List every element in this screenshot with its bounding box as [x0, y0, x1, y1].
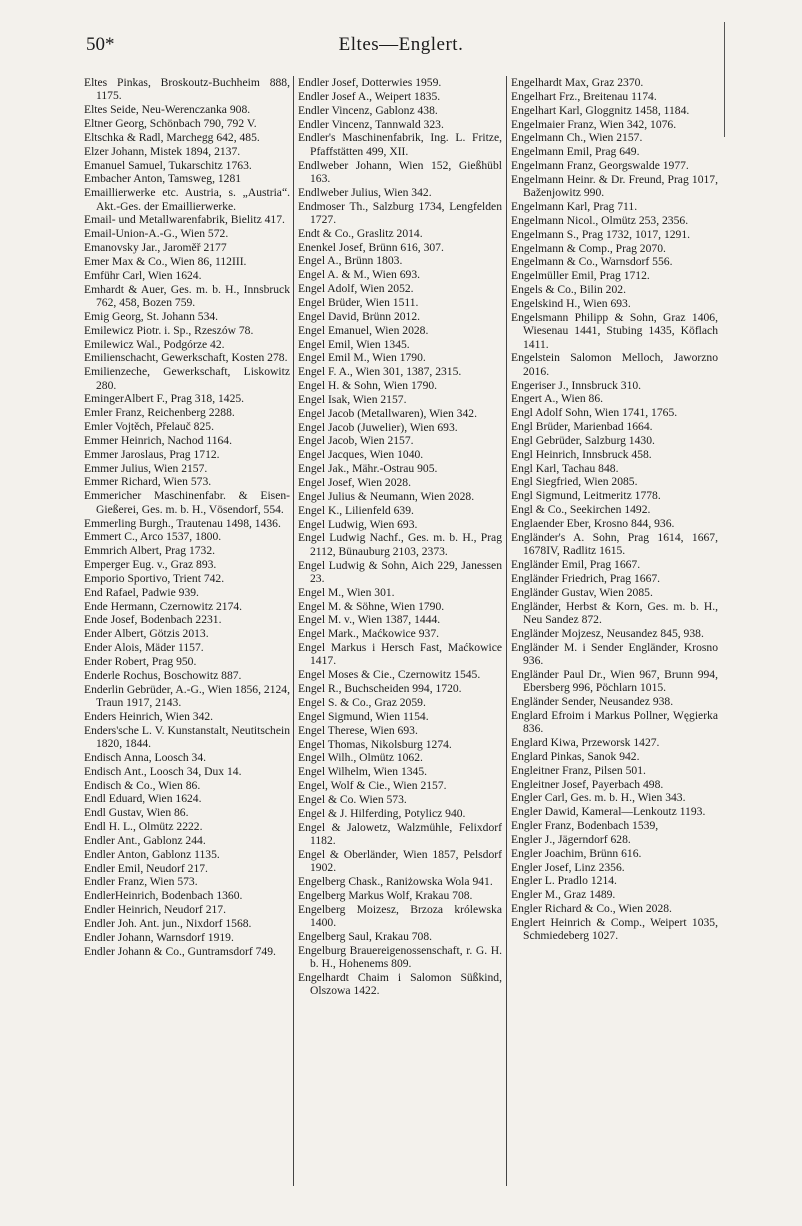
directory-entry: Engler Richard & Co., Wien 2028. — [511, 902, 672, 916]
directory-entry: Endt & Co., Graslitz 2014. — [298, 226, 423, 240]
directory-entry: Emilienschacht, Gewerkschaft, Kosten 278. — [84, 351, 288, 365]
directory-entry: End Rafael, Padwie 939. — [84, 585, 199, 599]
directory-entry: Endler Heinrich, Neudorf 217. — [84, 903, 226, 917]
directory-entry: Emanuel Samuel, Tukarschitz 1763. — [84, 158, 252, 172]
directory-entry: Engler J., Jägerndorf 628. — [511, 832, 631, 846]
directory-entry: Emilewicz Wal., Podgórze 42. — [84, 337, 225, 351]
directory-entry: Engel & Co. Wien 573. — [298, 792, 407, 806]
directory-entry: Engelberg Saul, Krakau 708. — [298, 929, 433, 943]
directory-entry: Engel David, Brünn 2012. — [298, 309, 421, 323]
directory-entry: Engl Sigmund, Leitmeritz 1778. — [511, 489, 661, 503]
directory-entry: EndlerHeinrich, Bodenbach 1360. — [84, 889, 243, 903]
directory-entry: Enders'sche L. V. Kunstanstalt, Neutitschein 1820, 1844. — [84, 723, 290, 750]
directory-entry: Engel Mark., Maćkowice 937. — [298, 627, 440, 641]
directory-entry: Endler Emil, Neudorf 217. — [84, 861, 208, 875]
directory-entry: Endler's Maschinenfabrik, Ing. L. Fritze, Pfaffstätten 499, XII. — [298, 131, 502, 158]
directory-entry: Engel H. & Sohn, Wien 1790. — [298, 379, 438, 393]
directory-entry: Englaender Eber, Krosno 844, 936. — [511, 517, 675, 530]
directory-entry: Engländer Mojzesz, Neusandez 845, 938. — [511, 626, 704, 640]
directory-entry: Engel Emil, Wien 1345. — [298, 337, 410, 351]
directory-entry: Engelhardt Max, Graz 2370. — [511, 76, 644, 89]
directory-entry: Engel Josef, Wien 2028. — [298, 475, 411, 489]
directory-entry: Engl Heinrich, Innsbruck 458. — [511, 447, 652, 461]
directory-entry: Engel Jak., Mähr.-Ostrau 905. — [298, 462, 438, 476]
directory-entry: Emporio Sportivo, Trient 742. — [84, 571, 225, 585]
directory-entry: Emilewicz Piotr. i. Sp., Rzeszów 78. — [84, 323, 254, 337]
directory-entry: Enderle Rochus, Boschowitz 887. — [84, 668, 242, 682]
directory-entry: Enderlin Gebrüder, A.-G., Wien 1856, 2124, Traun 1917, 2143. — [84, 682, 290, 709]
directory-entry: Engel A., Brünn 1803. — [298, 254, 403, 268]
directory-entry: Ender Albert, Götzis 2013. — [84, 627, 209, 641]
directory-entry: Engel & Jalowetz, Walzmühle, Felixdorf 1182. — [298, 820, 502, 847]
directory-entry: Engleitner Franz, Pilsen 501. — [511, 763, 646, 777]
directory-entry: Engl Brüder, Marienbad 1664. — [511, 420, 653, 434]
directory-entry: Engert A., Wien 86. — [511, 392, 604, 406]
directory-entry: Emmer Jaroslaus, Prag 1712. — [84, 447, 220, 461]
directory-entry: Engel Ludwig Nachf., Ges. m. b. H., Prag 2112, Bünauburg 2103, 2373. — [298, 531, 502, 558]
directory-entry: Endler Johann & Co., Guntramsdorf 749. — [84, 944, 276, 958]
directory-entry: Engel, Wolf & Cie., Wien 2157. — [298, 779, 447, 793]
directory-entry: Engelskind H., Wien 693. — [511, 297, 631, 310]
directory-entry: Engler Josef, Linz 2356. — [511, 860, 625, 874]
directory-entry: Endisch Anna, Loosch 34. — [84, 750, 207, 764]
directory-entry: Engländer M. i Sender Engländer, Krosno 936. — [511, 640, 718, 667]
directory-entry: Engel Adolf, Wien 2052. — [298, 282, 414, 296]
directory-entry: Engler L. Pradlo 1214. — [511, 874, 617, 888]
directory-entry: Engels & Co., Bilin 202. — [511, 283, 626, 297]
directory-entry: Engel Jacob (Metallwaren), Wien 342. — [298, 406, 477, 420]
directory-entry: Engel Thomas, Nikolsburg 1274. — [298, 737, 452, 751]
directory-entry: Engel R., Buchscheiden 994, 1720. — [298, 682, 462, 696]
directory-entry: Enenkel Josef, Brünn 616, 307. — [298, 240, 444, 254]
directory-entry: Englert Heinrich & Comp., Weipert 1035, Schmiedeberg 1027. — [511, 915, 718, 943]
directory-entry: Emmericher Maschinenfabr. & Eisen-Gießerei, Ges. m. b. H., Vösendorf, 554. — [84, 489, 290, 516]
directory-entry: Engelberg Moizesz, Brzoza królewska 1400. — [298, 902, 502, 929]
directory-entry: Englard Efroim i Markus Pollner, Węgierka 836. — [511, 708, 718, 736]
directory-entry: Engl Adolf Sohn, Wien 1741, 1765. — [511, 406, 678, 420]
directory-entry: Eltschka & Radl, Marchegg 642, 485. — [84, 130, 260, 144]
directory-entry: Emmer Heinrich, Nachod 1164. — [84, 433, 232, 447]
directory-entry: Engelstein Salomon Melloch, Jaworzno 2016. — [511, 351, 718, 378]
directory-entry: Emhardt & Auer, Ges. m. b. H., Innsbruck 762, 458, Bozen 759. — [84, 282, 290, 309]
directory-entry: Engler Dawid, Kameral—Lenkoutz 1193. — [511, 805, 706, 819]
directory-entry: Endler Vincenz, Tannwald 323. — [298, 117, 444, 131]
directory-entry: Engel Markus i Hersch Fast, Maćkowice 1417. — [298, 641, 502, 668]
directory-entry: Emig Georg, St. Johann 534. — [84, 309, 219, 323]
directory-column-3 — [511, 76, 718, 1206]
page-number: 50* — [86, 34, 115, 55]
directory-entry: Engländer's A. Sohn, Prag 1614, 1667, 1678IV, Radlitz 1615. — [511, 530, 718, 558]
directory-entry: Emilienzeche, Gewerkschaft, Liskowitz 280. — [84, 365, 290, 392]
directory-entry: Emanovsky Jar., Jaroměř 2177 — [84, 241, 227, 255]
directory-entry: Engländer Sender, Neusandez 938. — [511, 694, 674, 708]
directory-entry: Engländer Friedrich, Prag 1667. — [511, 571, 661, 585]
directory-entry: Engelmann S., Prag 1732, 1017, 1291. — [511, 227, 691, 241]
directory-entry: Eltes Pinkas, Broskoutz-Buchheim 888, 1175. — [84, 76, 290, 103]
directory-entry: Emaillierwerke etc. Austria, s. „Austria“. Akt.-Ges. der Emaillierwerke. — [84, 186, 290, 213]
directory-entry: Ende Josef, Bodenbach 2231. — [84, 613, 222, 627]
directory-entry: Engländer Gustav, Wien 2085. — [511, 585, 653, 599]
directory-entry: Emmerling Burgh., Trautenau 1498, 1436. — [84, 516, 281, 530]
directory-entry: Eltes Seide, Neu-Werenczanka 908. — [84, 103, 251, 117]
directory-entry: Engel K., Lilienfeld 639. — [298, 503, 414, 517]
directory-entry: Ender Robert, Prag 950. — [84, 654, 197, 668]
directory-entry: Engler M., Graz 1489. — [511, 888, 616, 902]
directory-entry: Engel Wilhelm, Wien 1345. — [298, 765, 428, 779]
directory-entry: Endler Josef A., Weipert 1835. — [298, 89, 441, 103]
directory-entry: Engelmann & Co., Warnsdorf 556. — [511, 255, 673, 269]
directory-entry: Emmrich Albert, Prag 1732. — [84, 544, 216, 558]
directory-entry: Endler Josef, Dotterwies 1959. — [298, 76, 442, 89]
directory-entry: Engel Jacob, Wien 2157. — [298, 434, 414, 448]
directory-entry: Engl & Co., Seekirchen 1492. — [511, 503, 651, 517]
directory-entry: Endler Johann, Warnsdorf 1919. — [84, 930, 234, 944]
directory-entry: Engel Emanuel, Wien 2028. — [298, 323, 429, 337]
directory-entry: Engel Ludwig, Wien 693. — [298, 517, 418, 531]
directory-entry: Engländer Emil, Prag 1667. — [511, 558, 641, 572]
directory-entry: Engelmann Franz, Georgswalde 1977. — [511, 159, 689, 173]
directory-entry: Email- und Metallwarenfabrik, Bielitz 417. — [84, 213, 285, 227]
directory-entry: Engel M., Wien 301. — [298, 585, 395, 599]
directory-entry: Engelsmann Philipp & Sohn, Graz 1406, Wiesenau 1441, Stubing 1435, Köflach 1411. — [511, 310, 718, 351]
directory-entry: Engel A. & M., Wien 693. — [298, 268, 421, 282]
directory-entry: Engelmann Heinr. & Dr. Freund, Prag 1017, Baženjowitz 990. — [511, 172, 718, 200]
directory-entry: Endlweber Julius, Wien 342. — [298, 185, 432, 199]
directory-entry: Endler Ant., Gablonz 244. — [84, 833, 206, 847]
directory-entry: Engel Jacques, Wien 1040. — [298, 448, 424, 462]
directory-entry: Engelmann Emil, Prag 649. — [511, 145, 640, 159]
directory-entry: Engler Carl, Ges. m. b. H., Wien 343. — [511, 791, 686, 805]
directory-entry: Endler Franz, Wien 573. — [84, 875, 198, 889]
directory-entry: Engelmann Nicol., Olmütz 253, 2356. — [511, 213, 689, 227]
directory-column-2 — [298, 76, 502, 1206]
directory-entry: Engel F. A., Wien 301, 1387, 2315. — [298, 365, 462, 379]
directory-entry: Emer Max & Co., Wien 86, 112III. — [84, 254, 247, 268]
directory-entry: Engeriser J., Innsbruck 310. — [511, 378, 642, 392]
directory-entry: Endler Joh. Ant. jun., Nixdorf 1568. — [84, 916, 252, 930]
directory-entry: Engel M. & Söhne, Wien 1790. — [298, 599, 445, 613]
directory-entry: Engelburg Brauereigenossenschaft, r. G. H. b. H., Hohenems 809. — [298, 943, 502, 970]
directory-entry: Engl Siegfried, Wien 2085. — [511, 475, 638, 489]
directory-entry: Emmert C., Arco 1537, 1800. — [84, 530, 222, 544]
directory-entry: Engelmann Karl, Prag 711. — [511, 200, 638, 214]
directory-entry: Engelberg Markus Wolf, Krakau 708. — [298, 888, 473, 902]
directory-entry: Engel S. & Co., Graz 2059. — [298, 695, 426, 709]
directory-entry: Endisch & Co., Wien 86. — [84, 778, 201, 792]
directory-entry: Emführ Carl, Wien 1624. — [84, 268, 202, 282]
column-divider — [506, 76, 507, 1186]
directory-entry: Engleitner Josef, Payerbach 498. — [511, 777, 664, 791]
column-divider — [293, 76, 294, 1186]
scan-edge-line — [724, 22, 725, 137]
directory-entry: Englard Kiwa, Przeworsk 1427. — [511, 736, 660, 749]
directory-entry: Engelhardt Chaim i Salomon Süßkind, Olszowa 1422. — [298, 970, 502, 998]
directory-entry: Engländer, Herbst & Korn, Ges. m. b. H., Neu Sandez 872. — [511, 599, 718, 626]
directory-entry: Embacher Anton, Tamsweg, 1281 — [84, 172, 242, 186]
directory-entry: Engelmann & Comp., Prag 2070. — [511, 241, 666, 255]
directory-column-1 — [84, 76, 290, 1206]
directory-entry: Eltner Georg, Schönbach 790, 792 V. — [84, 117, 257, 131]
directory-entry: Engel Sigmund, Wien 1154. — [298, 709, 429, 723]
directory-entry: Ende Hermann, Czernowitz 2174. — [84, 599, 243, 613]
directory-entry: Email-Union-A.-G., Wien 572. — [84, 227, 229, 241]
directory-entry: Emperger Eug. v., Graz 893. — [84, 558, 217, 572]
directory-entry: Engel Emil M., Wien 1790. — [298, 351, 426, 365]
directory-entry: Engel Moses & Cie., Czernowitz 1545. — [298, 668, 481, 682]
directory-entry: Endler Anton, Gablonz 1135. — [84, 847, 220, 861]
directory-entry: Engelberg Chask., Raniżowska Wola 941. — [298, 874, 493, 888]
directory-entry: Engel M. v., Wien 1387, 1444. — [298, 613, 441, 627]
directory-entry: Engel Wilh., Olmütz 1062. — [298, 751, 423, 765]
running-head: Eltes—Englert. — [338, 34, 464, 55]
directory-entry: Englard Pinkas, Sanok 942. — [511, 749, 640, 763]
directory-entry: Endlweber Johann, Wien 152, Gießhübl 163. — [298, 158, 502, 185]
directory-entry: Endl H. L., Olmütz 2222. — [84, 820, 203, 834]
directory-entry: Engelmann Ch., Wien 2157. — [511, 131, 643, 145]
directory-entry: Engelhart Frz., Breitenau 1174. — [511, 89, 657, 103]
directory-entry: Engel Ludwig & Sohn, Aich 229, Janessen 23. — [298, 558, 502, 585]
directory-entry: Engel Therese, Wien 693. — [298, 723, 418, 737]
directory-entry: EmingerAlbert F., Prag 318, 1425. — [84, 392, 245, 406]
directory-entry: Ender Alois, Mäder 1157. — [84, 641, 204, 655]
directory-entry: Engelmüller Emil, Prag 1712. — [511, 269, 650, 283]
directory-entry: Engel Isak, Wien 2157. — [298, 392, 407, 406]
directory-entry: Emmer Richard, Wien 573. — [84, 475, 212, 489]
directory-entry: Enders Heinrich, Wien 342. — [84, 709, 214, 723]
directory-entry: Emmer Julius, Wien 2157. — [84, 461, 208, 475]
directory-entry: Engländer Paul Dr., Wien 967, Brunn 994, Ebersberg 996, Pöchlarn 1015. — [511, 667, 718, 695]
directory-entry: Engel Brüder, Wien 1511. — [298, 296, 419, 309]
directory-entry: Endl Gustav, Wien 86. — [84, 806, 189, 820]
directory-entry: Endler Vincenz, Gablonz 438. — [298, 103, 438, 117]
directory-entry: Engl Karl, Tachau 848. — [511, 461, 619, 475]
directory-entry: Engel Julius & Neumann, Wien 2028. — [298, 489, 475, 503]
directory-entry: Engel & J. Hilferding, Potylicz 940. — [298, 806, 466, 820]
directory-entry: Engler Franz, Bodenbach 1539, — [511, 819, 659, 833]
directory-entry: Engel Jacob (Juwelier), Wien 693. — [298, 420, 458, 434]
directory-entry: Endl Eduard, Wien 1624. — [84, 792, 202, 806]
directory-entry: Engelmaier Franz, Wien 342, 1076. — [511, 117, 677, 131]
directory-entry: Emler Franz, Reichenberg 2288. — [84, 406, 235, 420]
directory-entry: Emler Vojtěch, Přelauč 825. — [84, 420, 214, 434]
directory-entry: Elzer Johann, Mistek 1894, 2137. — [84, 144, 241, 158]
directory-entry: Endisch Ant., Loosch 34, Dux 14. — [84, 764, 242, 778]
directory-entry: Engelhart Karl, Gloggnitz 1458, 1184. — [511, 103, 690, 117]
directory-entry: Engel & Oberländer, Wien 1857, Pelsdorf 1902. — [298, 847, 502, 875]
directory-entry: Engler Joachim, Brünn 616. — [511, 846, 642, 860]
directory-entry: Endmoser Th., Salzburg 1734, Lengfelden 1727. — [298, 199, 502, 226]
directory-entry: Engl Gebrüder, Salzburg 1430. — [511, 433, 655, 447]
